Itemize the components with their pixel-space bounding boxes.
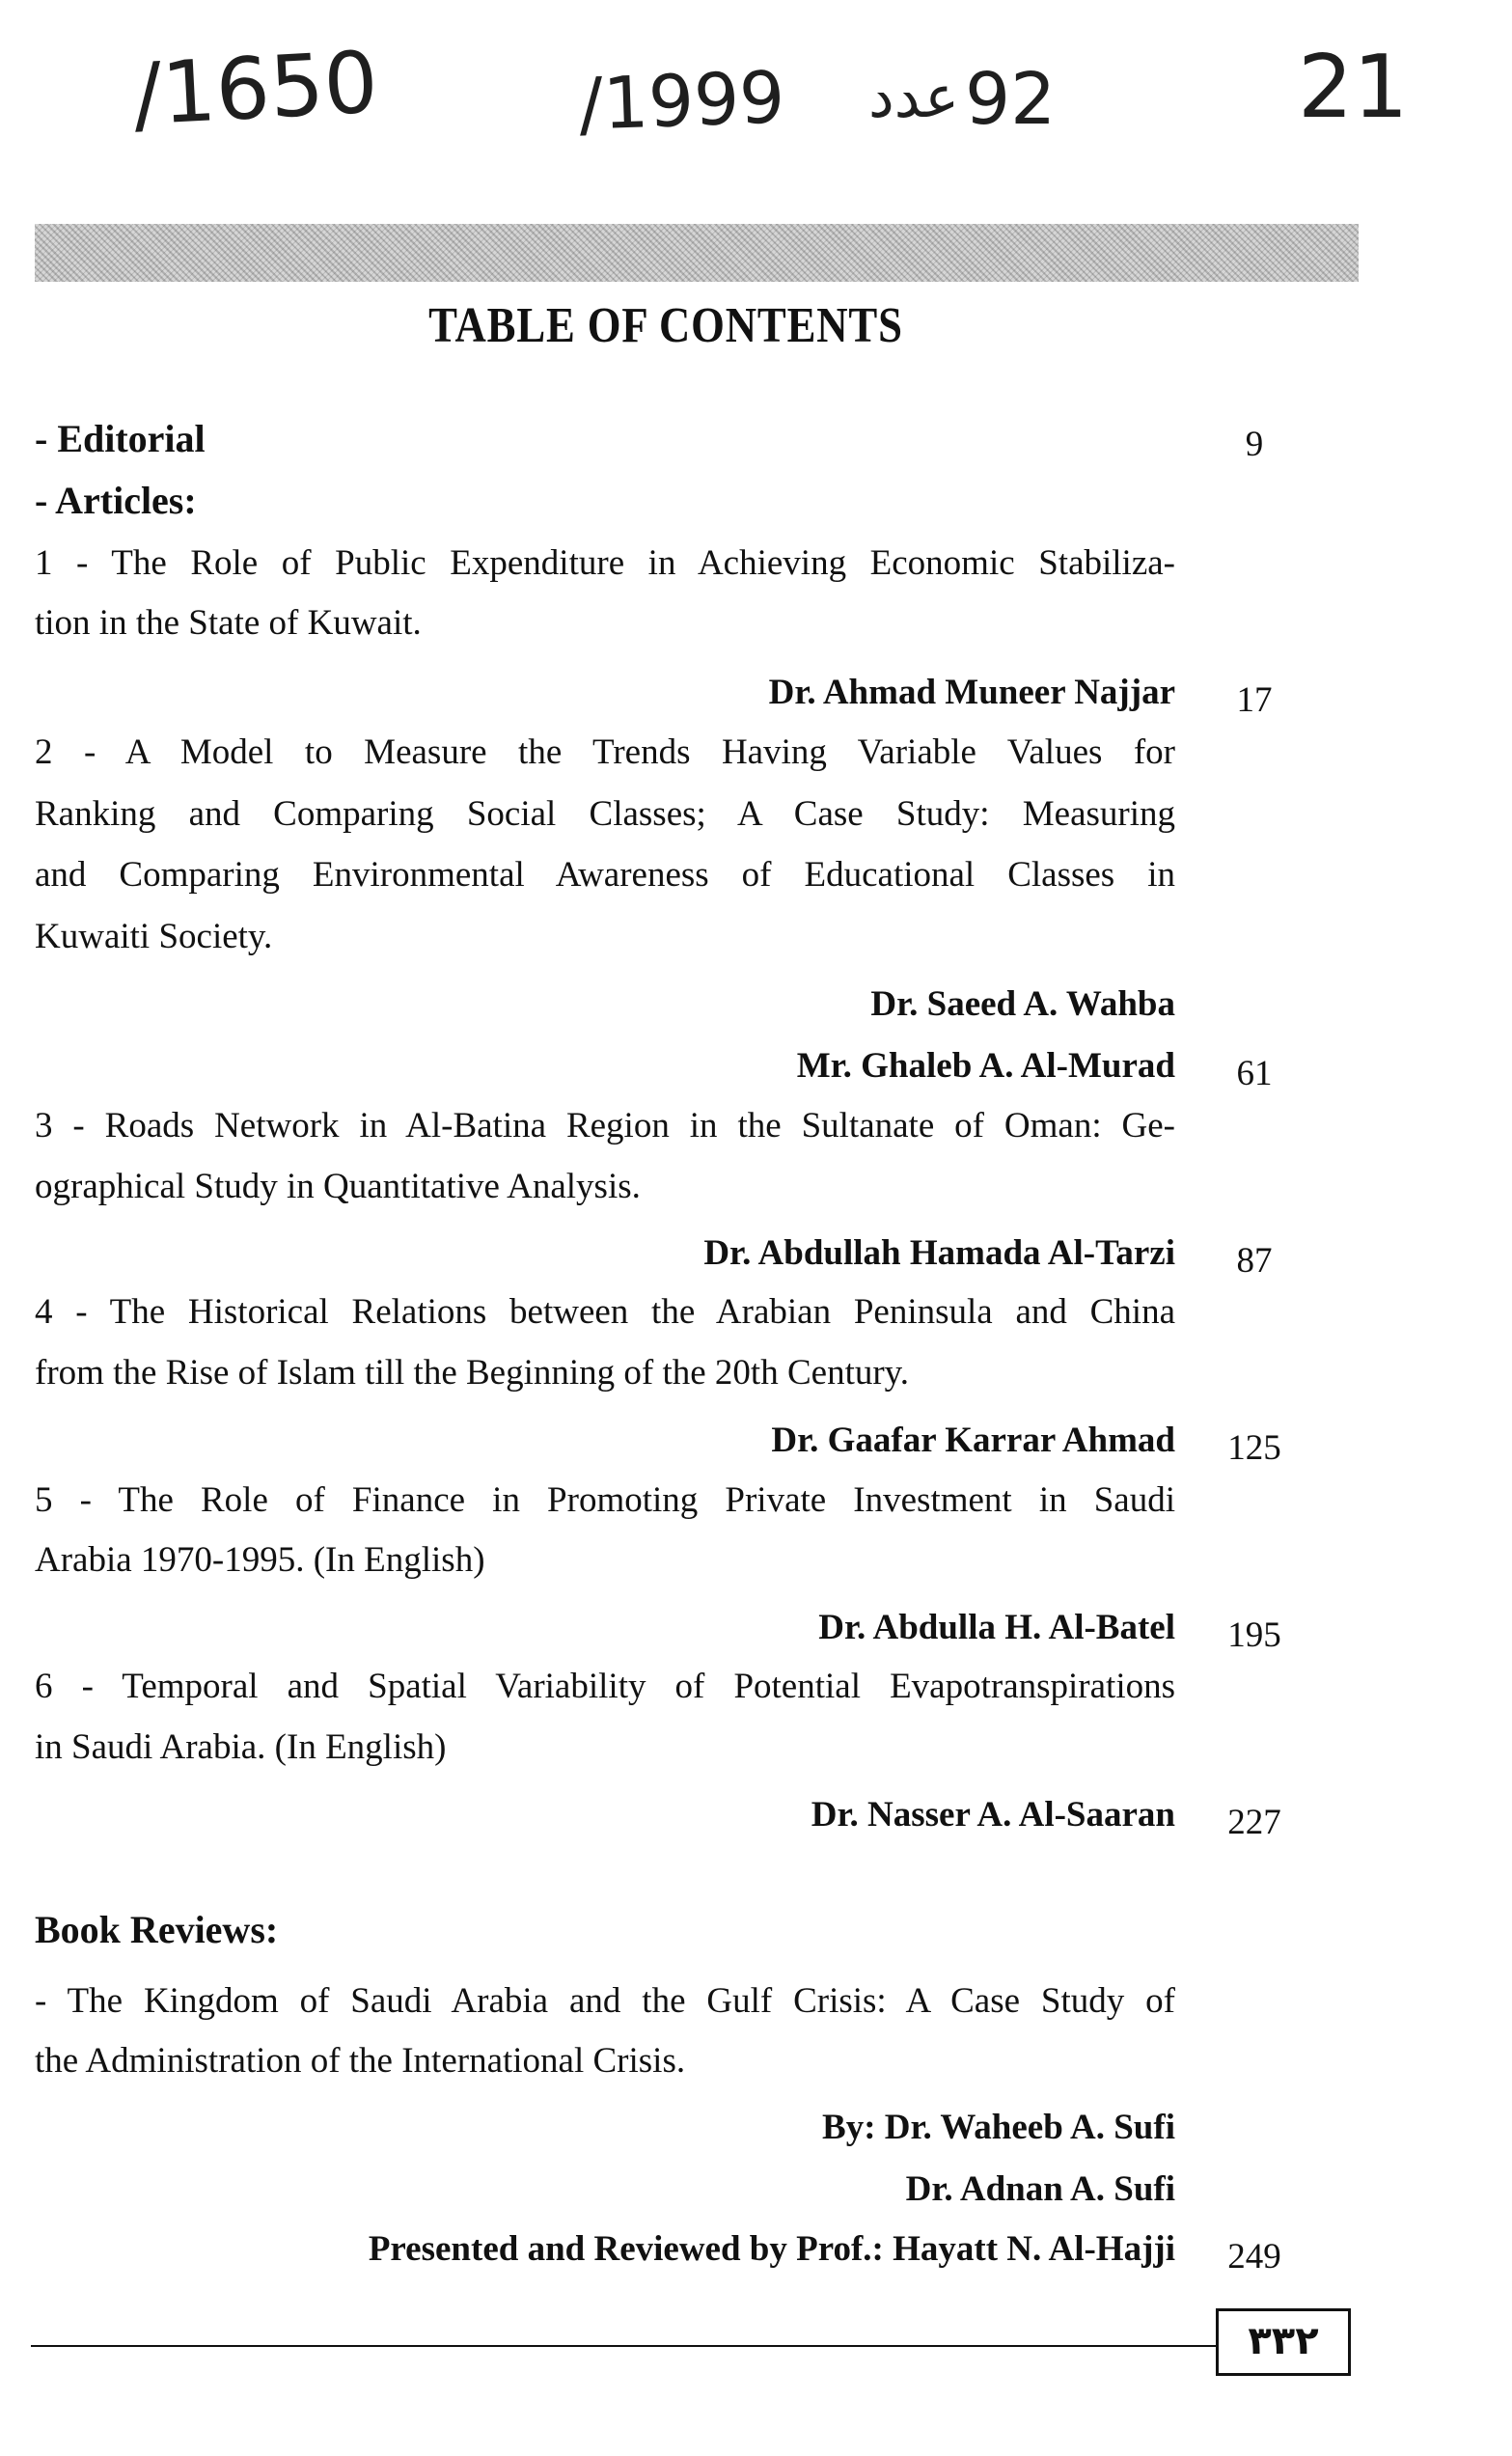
page-number: 249	[1227, 2237, 1281, 2277]
article-title-line: 5 - The Role of Finance in Promoting Private Investment in Saudi	[35, 1480, 1175, 1520]
article-title-line: Arabia 1970-1995. (In English)	[35, 1540, 485, 1580]
article-author: Dr. Gaafar Karrar Ahmad	[771, 1421, 1175, 1460]
page-number: 227	[1227, 1803, 1281, 1842]
article-title-line: 3 - Roads Network in Al-Batina Region in the Sultanate of Oman: Ge-	[35, 1106, 1175, 1145]
decorative-band	[35, 224, 1359, 282]
review-title-line: - The Kingdom of Saudi Arabia and the Gulf Crisis: A Case Study of	[35, 1981, 1175, 2021]
article-title-line: ographical Study in Quantitative Analysis.	[35, 1167, 641, 1206]
editorial-label: - Editorial	[35, 417, 206, 460]
handwritten-note: 92	[965, 58, 1057, 141]
article-title-line: 2 - A Model to Measure the Trends Having Variable Values for	[35, 732, 1175, 772]
article-title-line: in Saudi Arabia. (In English)	[35, 1727, 447, 1767]
review-author: Dr. Adnan A. Sufi	[905, 2169, 1175, 2209]
articles-heading: - Articles:	[35, 479, 197, 522]
review-title-line: the Administration of the International Crisis.	[35, 2041, 686, 2081]
handwritten-note: /1650	[130, 32, 381, 145]
handwritten-note: 21	[1298, 37, 1409, 138]
book-reviews-heading: Book Reviews:	[35, 1908, 279, 1951]
handwritten-note: /1999	[577, 56, 786, 147]
article-title-line: 1 - The Role of Public Expenditure in Achieving Economic Stabiliza-	[35, 543, 1175, 583]
page-number: 17	[1236, 680, 1273, 720]
article-title-line: and Comparing Environmental Awareness of Educational Classes in	[35, 855, 1175, 895]
page-number: 61	[1236, 1054, 1273, 1093]
article-title-line: Kuwaiti Society.	[35, 917, 273, 956]
page-number: 125	[1227, 1428, 1281, 1468]
article-title-line: 4 - The Historical Relations between the Arabian Peninsula and China	[35, 1292, 1175, 1332]
page-title: TABLE OF CONTENTS	[428, 298, 903, 353]
article-author: Dr. Saeed A. Wahba	[870, 984, 1175, 1024]
article-title-line: Ranking and Comparing Social Classes; A Case Study: Measuring	[35, 794, 1175, 834]
article-author: Dr. Abdulla H. Al-Batel	[818, 1608, 1175, 1647]
article-title-line: 6 - Temporal and Spatial Variability of Potential Evapotranspirations	[35, 1667, 1175, 1706]
article-title-line: from the Rise of Islam till the Beginning of the 20th Century.	[35, 1353, 910, 1393]
handwritten-note: عدد	[868, 64, 960, 131]
article-author: Dr. Ahmad Muneer Najjar	[768, 673, 1175, 712]
page-number: 9	[1245, 425, 1264, 464]
footer-rule	[31, 2345, 1218, 2347]
article-title-line: tion in the State of Kuwait.	[35, 603, 422, 643]
folio-page-number: ٣٣٢	[1216, 2308, 1351, 2376]
article-author: Dr. Abdullah Hamada Al-Tarzi	[703, 1233, 1175, 1273]
review-author: By: Dr. Waheeb A. Sufi	[822, 2108, 1175, 2147]
page-number: 195	[1227, 1615, 1281, 1655]
reviewer: Presented and Reviewed by Prof.: Hayatt N. Al-Hajji	[368, 2229, 1175, 2269]
article-author: Mr. Ghaleb A. Al-Murad	[796, 1046, 1175, 1086]
article-author: Dr. Nasser A. Al-Saaran	[811, 1795, 1175, 1835]
page-number: 87	[1236, 1241, 1273, 1281]
